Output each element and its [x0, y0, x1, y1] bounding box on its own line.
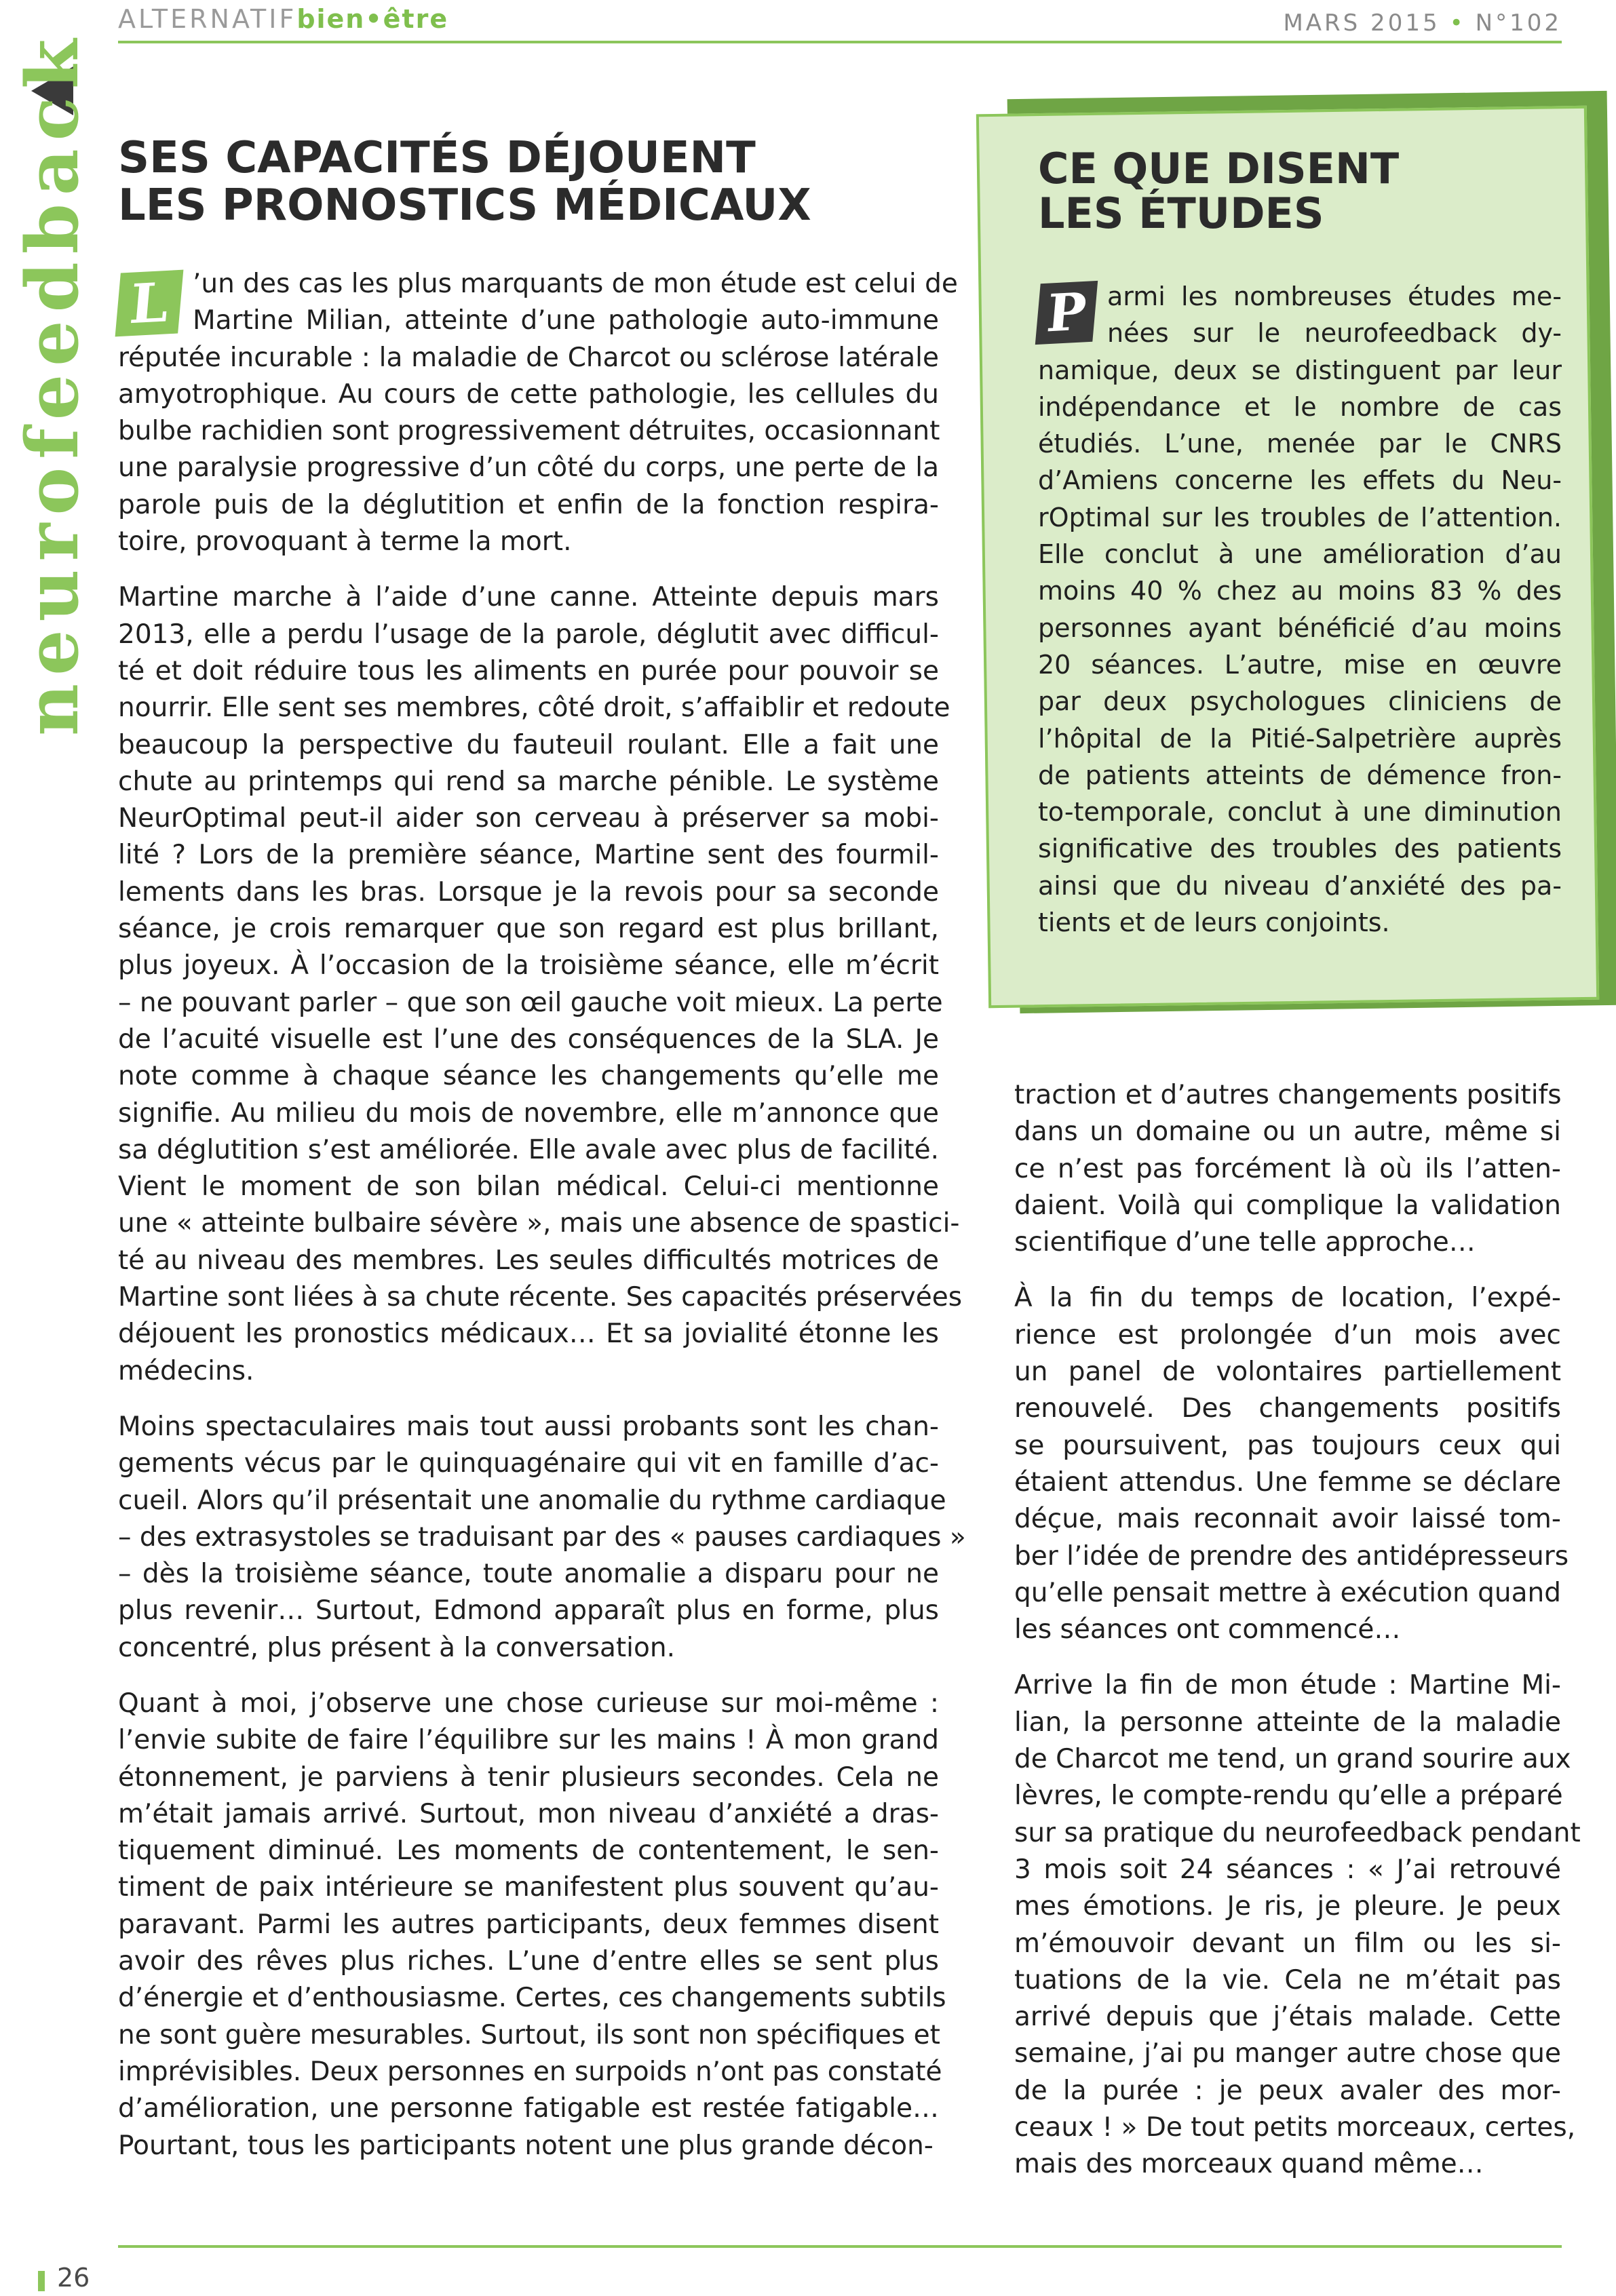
text-line: médecins. — [118, 1355, 254, 1386]
text-line: ber l’idée de prendre des antidépresseurs — [1014, 1540, 1569, 1572]
text-line: cueil. Alors qu’il présentait une anomalie du rythme cardiaque — [118, 1485, 946, 1516]
dropcap: L — [115, 270, 184, 337]
text-line: moins 40 % chez au moins 83 % des — [1038, 576, 1562, 606]
text-line: parole puis de la déglutition et enfin de la fonction respira- — [118, 489, 939, 520]
text-line: 2013, elle a perdu l’usage de la parole, déglutit avec difficul- — [118, 619, 939, 650]
text-line: mes émotions. Je ris, je pleure. Je peux — [1014, 1891, 1561, 1922]
text-line: amyotrophique. Au cours de cette pathologie, les cellules du — [118, 378, 939, 410]
text-line: étudiés. L’une, menée par le CNRS — [1038, 429, 1562, 459]
text-line: té et doit réduire tous les aliments en purée pour pouvoir se — [118, 655, 939, 686]
masthead — [118, 4, 448, 34]
paragraph — [118, 1686, 946, 2164]
text-line: une « atteinte bulbaire sévère », mais une absence de spastici- — [118, 1208, 960, 1239]
issue-number: N°102 — [1475, 9, 1562, 37]
sidebar-title-line: CE QUE DISENT — [1038, 144, 1400, 193]
text-line: de patients atteints de démence fron- — [1038, 760, 1562, 790]
text-line: ’un des cas les plus marquants de mon étude est celui de — [193, 269, 958, 299]
text-line: Quant à moi, j’observe une chose curieuse sur moi-même : — [118, 1688, 939, 1719]
text-line: mais des morceaux quand même… — [1014, 2149, 1484, 2180]
text-line: Martine marche à l’aide d’une canne. Atteinte depuis mars — [118, 582, 939, 613]
text-line: séance, je crois remarquer que son regard est plus brillant, — [118, 914, 939, 945]
text-line: étonnement, je parviens à tenir plusieurs secondes. Cela ne — [118, 1762, 939, 1793]
issue-info — [1283, 9, 1562, 37]
text-line: lian, la personne atteinte de la maladie — [1014, 1707, 1561, 1738]
text-line: À la fin du temps de location, l’expé- — [1014, 1283, 1561, 1314]
sidebar-body — [1038, 278, 1562, 941]
text-line: timent de paix intérieure se manifestent plus souvent qu’au- — [118, 1872, 939, 1903]
text-line: indépendance et le nombre de cas — [1038, 391, 1562, 422]
text-line: NeurOptimal peut-il aider son cerveau à préserver sa mobi- — [118, 803, 939, 834]
text-line: ceaux ! » De tout petits morceaux, certes, — [1014, 2112, 1576, 2143]
text-line: tients et de leurs conjoints. — [1038, 908, 1390, 938]
text-line: Martine Milian, atteinte d’une pathologie auto-immune — [193, 305, 939, 336]
text-line: 20 séances. L’autre, mise en œuvre — [1038, 649, 1562, 680]
text-line: Elle conclut à une amélioration d’au — [1038, 539, 1562, 570]
headline-line: LES PRONOSTICS MÉDICAUX — [118, 180, 811, 231]
text-line: renouvelé. Des changements positifs — [1014, 1393, 1561, 1424]
text-line: tiquement diminué. Les moments de contentement, le sen- — [118, 1835, 939, 1867]
paragraph — [118, 1409, 966, 1667]
text-line: tuations de la vie. Cela ne m’était pas — [1014, 1964, 1561, 1996]
text-line: m’était jamais arrivé. Surtout, mon niveau d’anxiété a dras- — [118, 1798, 939, 1829]
text-line: déçue, mais reconnait avoir laissé tom- — [1014, 1504, 1561, 1535]
text-line: lements dans les bras. Lorsque je la revois pour sa seconde — [118, 876, 939, 908]
text-line: té au niveau des membres. Les seules difficultés motrices de — [118, 1245, 939, 1276]
text-line: qu’elle pensait mettre à exécution quand — [1014, 1577, 1561, 1608]
text-line: nourrir. Elle sent ses membres, côté droit, s’affaiblir et redoute — [118, 693, 950, 724]
text-line: étaient attendus. Une femme se déclare — [1014, 1466, 1561, 1498]
text-line: paravant. Parmi les autres participants, deux femmes disent — [118, 1909, 939, 1940]
text-line: ne sont guère mesurables. Surtout, ils sont non spécifiques et — [118, 2019, 940, 2050]
text-line: ainsi que du niveau d’anxiété des pa- — [1038, 870, 1562, 901]
text-line: to-temporale, conclut à une diminution — [1038, 797, 1562, 828]
paragraph-lines — [1014, 1280, 1569, 1648]
text-line: d’énergie et d’enthousiasme. Certes, ces changements subtils — [118, 1983, 946, 2014]
paragraph — [1014, 1280, 1569, 1648]
text-line: Pourtant, tous les participants notent une plus grande décon- — [118, 2130, 934, 2161]
text-line: m’émouvoir devant un film ou les si- — [1014, 1928, 1561, 1959]
text-line: rOptimal sur les troubles de l’attention. — [1038, 502, 1562, 532]
paragraph — [1014, 1077, 1561, 1261]
paragraph-lines — [118, 266, 958, 560]
text-line: 3 mois soit 24 séances : « J’ai retrouvé — [1014, 1854, 1561, 1885]
text-line: signifie. Au milieu du mois de novembre, elle m’annonce que — [118, 1097, 939, 1129]
text-line: Moins spectaculaires mais tout aussi probants sont les chan- — [118, 1411, 939, 1442]
text-line: semaine, j’ai pu manger autre chose que — [1014, 2038, 1561, 2069]
text-line: imprévisibles. Deux personnes en surpoids n’ont pas constaté — [118, 2056, 942, 2087]
text-line: concentré, plus présent à la conversation. — [118, 1632, 675, 1663]
paragraph — [118, 266, 958, 560]
text-line: lité ? Lors de la première séance, Martine sent des fourmil- — [118, 840, 939, 871]
article-column-1 — [118, 266, 966, 2183]
text-line: Martine sont liées à sa chute récente. Ses capacités préservées — [118, 1282, 963, 1313]
page-marker — [38, 2271, 45, 2291]
text-line: Vient le moment de son bilan médical. Celui-ci mentionne — [118, 1171, 939, 1203]
sidebar-lines — [1038, 278, 1562, 941]
section-rubric: neurofeedback — [9, 31, 94, 736]
text-line: significative des troubles des patients — [1038, 834, 1562, 864]
footer-rule — [118, 2245, 1562, 2248]
text-line: bulbe rachidien sont progressivement détruites, occasionnant — [118, 416, 940, 447]
text-line: d’amélioration, une personne fatigable est restée fatigable… — [118, 2093, 939, 2124]
text-line: plus revenir… Surtout, Edmond apparaît plus en forme, plus — [118, 1595, 939, 1627]
text-line: par deux psychologues cliniciens de — [1038, 686, 1562, 717]
paragraph — [1014, 1667, 1581, 2183]
text-line: beaucoup la perspective du fauteuil roulant. Elle a fait une — [118, 729, 939, 760]
text-line: déjouent les pronostics médicaux… Et sa jovialité étonne les — [118, 1319, 939, 1350]
text-line: – des extrasystoles se traduisant par des « pauses cardiaques » — [118, 1521, 966, 1553]
text-line: lèvres, le compte-rendu qu’elle a préparé — [1014, 1781, 1563, 1812]
text-line: traction et d’autres changements positifs — [1014, 1080, 1562, 1110]
header-rule — [118, 41, 1562, 43]
text-line: daient. Voilà qui complique la validation — [1014, 1190, 1561, 1221]
text-line: sa déglutition s’est améliorée. Elle avale avec plus de facilité. — [118, 1134, 939, 1165]
text-line: l’hôpital de la Pitié-Salpetrière auprès — [1038, 723, 1562, 754]
text-line: de Charcot me tend, un grand sourire aux — [1014, 1744, 1571, 1775]
text-line: scientifique d’une telle approche… — [1014, 1227, 1476, 1258]
dropcap: P — [1035, 281, 1098, 345]
text-line: ce n’est pas forcément là où ils l’atten- — [1014, 1153, 1561, 1184]
text-line: rience est prolongée d’un mois avec — [1014, 1319, 1561, 1350]
text-line: dans un domaine ou un autre, même si — [1014, 1116, 1561, 1148]
headline-line: SES CAPACITÉS DÉJOUENT — [118, 133, 756, 183]
text-line: – ne pouvant parler – que son œil gauche voit mieux. La perte — [118, 987, 943, 1018]
text-line: namique, deux se distinguent par leur — [1038, 355, 1562, 385]
text-line: réputée incurable : la maladie de Charcot ou sclérose latérale — [118, 342, 939, 373]
text-line: plus joyeux. À l’occasion de la troisième séance, elle m’écrit — [118, 950, 939, 981]
text-line: l’envie subite de faire l’équilibre sur les mains ! À mon grand — [118, 1725, 939, 1756]
paragraph-lines — [1014, 1667, 1581, 2183]
article-column-2 — [1014, 1077, 1581, 2202]
text-line: arrivé depuis que j’étais malade. Cette — [1014, 2002, 1561, 2033]
text-line: chute au printemps qui rend sa marche pénible. Le système — [118, 766, 939, 797]
text-line: personnes ayant bénéficié d’au moins — [1038, 612, 1562, 643]
masthead-brand: ALTERNATIF — [118, 4, 297, 34]
text-line: armi les nombreuses études me- — [1107, 281, 1562, 311]
text-line: note comme à chaque séance les changements qu’elle me — [118, 1061, 939, 1092]
text-line: les séances ont commencé… — [1014, 1614, 1401, 1646]
sidebar-title-line: LES ÉTUDES — [1038, 189, 1324, 238]
paragraph-lines — [118, 1409, 966, 1667]
paragraph-lines — [1014, 1077, 1561, 1261]
text-line: avoir des rêves plus riches. L’une d’entre elles se sent plus — [118, 1946, 939, 1977]
text-line: Arrive la fin de mon étude : Martine Mi- — [1014, 1670, 1561, 1701]
text-line: de l’acuité visuelle est l’une des conséquences de la SLA. Je — [118, 1024, 939, 1055]
text-line: de la purée : je peux avaler des mor- — [1014, 2075, 1561, 2106]
text-line: gements vécus par le quinquagénaire qui vit en famille d’ac- — [118, 1448, 939, 1479]
sidebar-title — [1038, 144, 1400, 238]
separator-dot-icon: • — [1449, 9, 1466, 37]
text-line: – dès la troisième séance, toute anomalie a disparu pour ne — [118, 1559, 939, 1590]
article-headline — [118, 134, 946, 229]
text-line: une paralysie progressive d’un côté du corps, une perte de la — [118, 452, 939, 484]
issue-month: MARS 2015 — [1283, 9, 1440, 37]
text-line: sur sa pratique du neurofeedback pendant — [1014, 1817, 1581, 1848]
masthead-brand-accent: bien•être — [296, 4, 449, 34]
paragraph-lines — [118, 1686, 946, 2164]
paragraph-lines — [118, 579, 963, 1390]
text-line: d’Amiens concerne les effets du Neu- — [1038, 465, 1562, 496]
text-line: se poursuivent, pas toujours ceux qui — [1014, 1430, 1561, 1461]
page-number: 26 — [57, 2263, 90, 2293]
text-line: un panel de volontaires partiellement — [1014, 1357, 1561, 1388]
paragraph — [118, 579, 963, 1390]
text-line: toire, provoquant à terme la mort. — [118, 526, 572, 558]
text-line: nées sur le neurofeedback dy- — [1107, 318, 1562, 349]
